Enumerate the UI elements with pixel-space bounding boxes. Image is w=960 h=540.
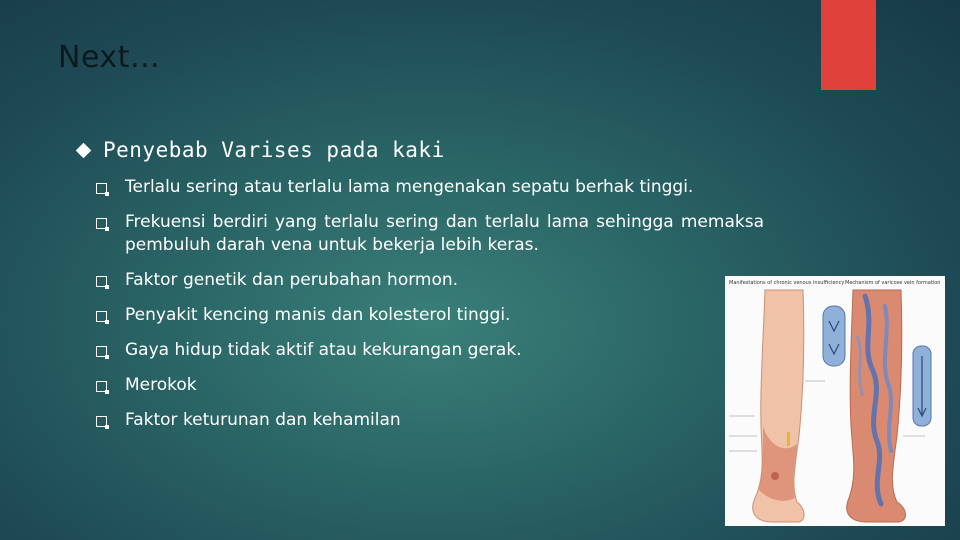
list-item-text: Terlalu sering atau terlalu lama mengenakan sepatu berhak tinggi. [125, 177, 694, 197]
list-item-text: Gaya hidup tidak aktif atau kekurangan gerak. [125, 340, 522, 360]
diamond-bullet-icon [76, 142, 92, 158]
section-heading: Penyebab Varises pada kaki [103, 138, 445, 162]
checkbox-bullet-icon [96, 346, 107, 357]
figure-caption-left: Manifestations of chronic venous insufficiency [729, 280, 845, 286]
list-item [96, 409, 764, 432]
checkbox-bullet-icon [96, 416, 107, 427]
list-item-text: Merokok [125, 375, 197, 395]
checkbox-bullet-icon [96, 311, 107, 322]
list-item [96, 374, 764, 397]
list-item-text: Frekuensi berdiri yang terlalu sering dan terlalu lama sehingga memaksa pembuluh darah vena untuk bekerja lebih keras. [125, 212, 764, 255]
list-item-text: Faktor keturunan dan kehamilan [125, 410, 401, 430]
list-item [96, 339, 764, 362]
list-item [96, 176, 764, 199]
list-item-text: Penyakit kencing manis dan kolesterol tinggi. [125, 305, 511, 325]
cause-list [96, 176, 764, 444]
slide-title: Next… [58, 40, 161, 75]
section-heading-row [78, 138, 445, 162]
checkbox-bullet-icon [96, 381, 107, 392]
leg-illustration [725, 276, 945, 526]
list-item-text: Faktor genetik dan perubahan hormon. [125, 270, 459, 290]
accent-bar [821, 0, 876, 90]
checkbox-bullet-icon [96, 183, 107, 194]
figure-caption-right: Mechanism of varicose vein formation [845, 280, 941, 286]
checkbox-bullet-icon [96, 276, 107, 287]
list-item [96, 211, 764, 257]
checkbox-bullet-icon [96, 218, 107, 229]
varicose-vein-illustration [725, 276, 945, 526]
list-item [96, 269, 764, 292]
list-item [96, 304, 764, 327]
